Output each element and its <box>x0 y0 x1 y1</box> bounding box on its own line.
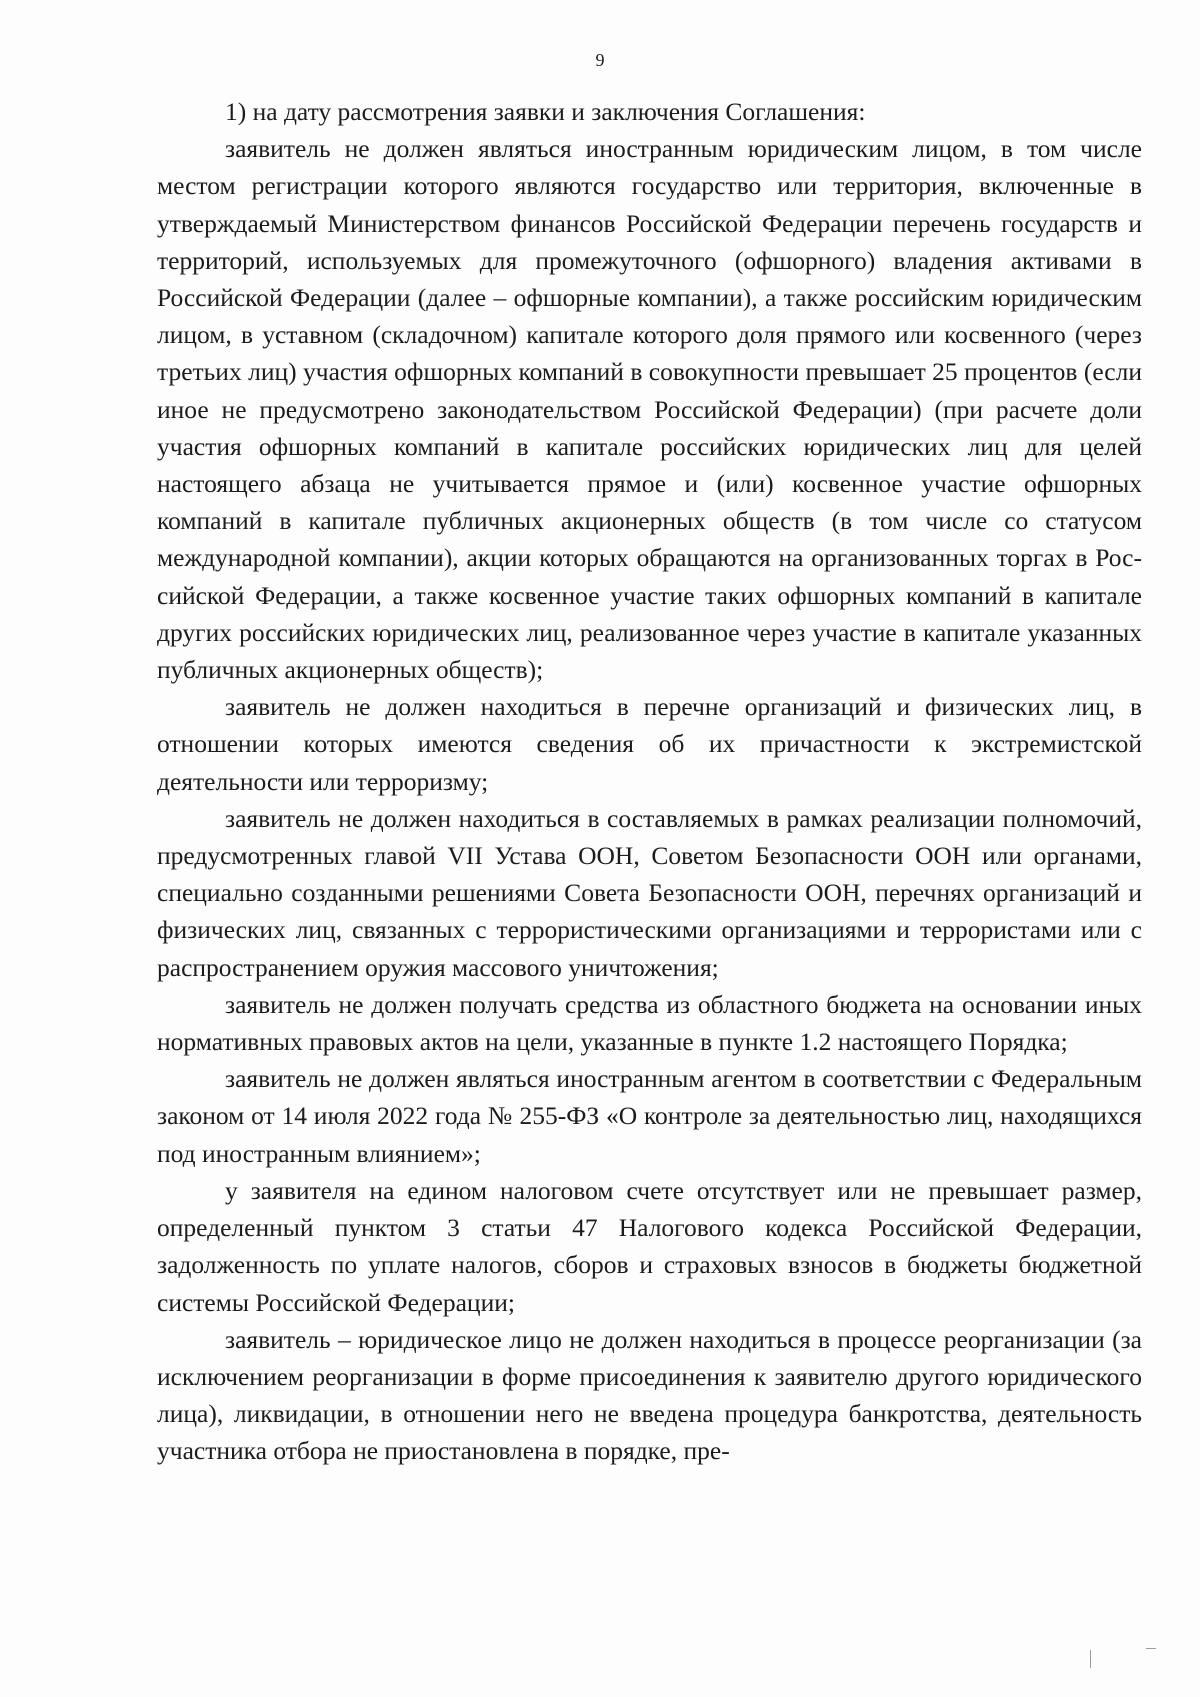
paragraph-6: заявитель не должен являться иностранным агентом в соответствии с Федеральным законом от 14 июля 2022 года № 255-ФЗ «О контроле за деятельностью лиц, находящихся под иностранным влиянием»; <box>157 1064 1142 1168</box>
scan-artifact <box>1146 1648 1156 1649</box>
page-number: 9 <box>595 50 605 70</box>
paragraph-2: заявитель не должен являться иностранным юридическим лицом, в том числе местом регистрации которого являются государство или территория, включенные в утверждаемый Министерством финансов Российской Федерации перечень государств и территорий, используемых для промежуточного (офшорного) владения активами в Российской Федерации (далее – офшорные компании), а также российским юридическим лицом, в уставном (складочном) капитале которого доля прямого или косвенного (через третьих лиц) участия офшорных компаний в совокупности превышает 25 процентов (если иное не предусмотрено законодательством Российской Федерации) (при расчете доли участия офшорных компаний в капитале российских юридических лиц для целей настоящего абзаца не учитывается прямое и (или) косвенное участие офшорных компаний в капитале публичных акционерных обществ (в том числе со статусом международной компании), акции которых обращаются на организованных торгах в Российской Федерации, а также косвенное участие таких офшорных компаний в капитале других российских юридических лиц, реализованное через участие в капитале указанных публичных акционерных обществ); <box>157 134 1142 685</box>
paragraph-7: у заявителя на едином налоговом счете отсутствует или не превышает размер, определенный пунктом 3 статьи 47 Налогового кодекса Российской Федерации, задолженность по уплате налогов, сборов и страховых взносов в бюджеты бюджетной системы Российской Федерации; <box>157 1175 1142 1317</box>
paragraph-5: заявитель не должен получать средства из областного бюджета на основании иных нормативных правовых актов на цели, указанные в пункте 1.2 настоящего Порядка; <box>157 989 1142 1057</box>
scan-artifact <box>1090 1650 1091 1668</box>
paragraph-4: заявитель не должен находиться в составляемых в рамках реализации полномочий, предусмотренных главой VII Устава ООН, Советом Безопасности ООН или органами, специально созданными решениями Совета Безопасности ООН, перечнях организаций и физических лиц, связанных с террористическими организациями и террористами или с распространением оружия массового уничтожения; <box>157 803 1142 982</box>
document-body <box>157 93 1142 1470</box>
paragraph-1: 1) на дату рассмотрения заявки и заключения Соглашения: <box>225 97 866 126</box>
paragraph-3: заявитель не должен находиться в перечне организаций и физических лиц, в отношении которых имеются сведения об их причастности к экстремистской деятельности или терроризму; <box>157 692 1142 796</box>
paragraph-8: заявитель – юридическое лицо не должен находиться в процессе реорганизации (за исключением реорганизации в форме присоединения к заявителю другого юридического лица), ликвидации, в отношении него не введена процедура банкротства, деятельность участника отбора не приостановлена в порядке, пре- <box>157 1324 1142 1466</box>
